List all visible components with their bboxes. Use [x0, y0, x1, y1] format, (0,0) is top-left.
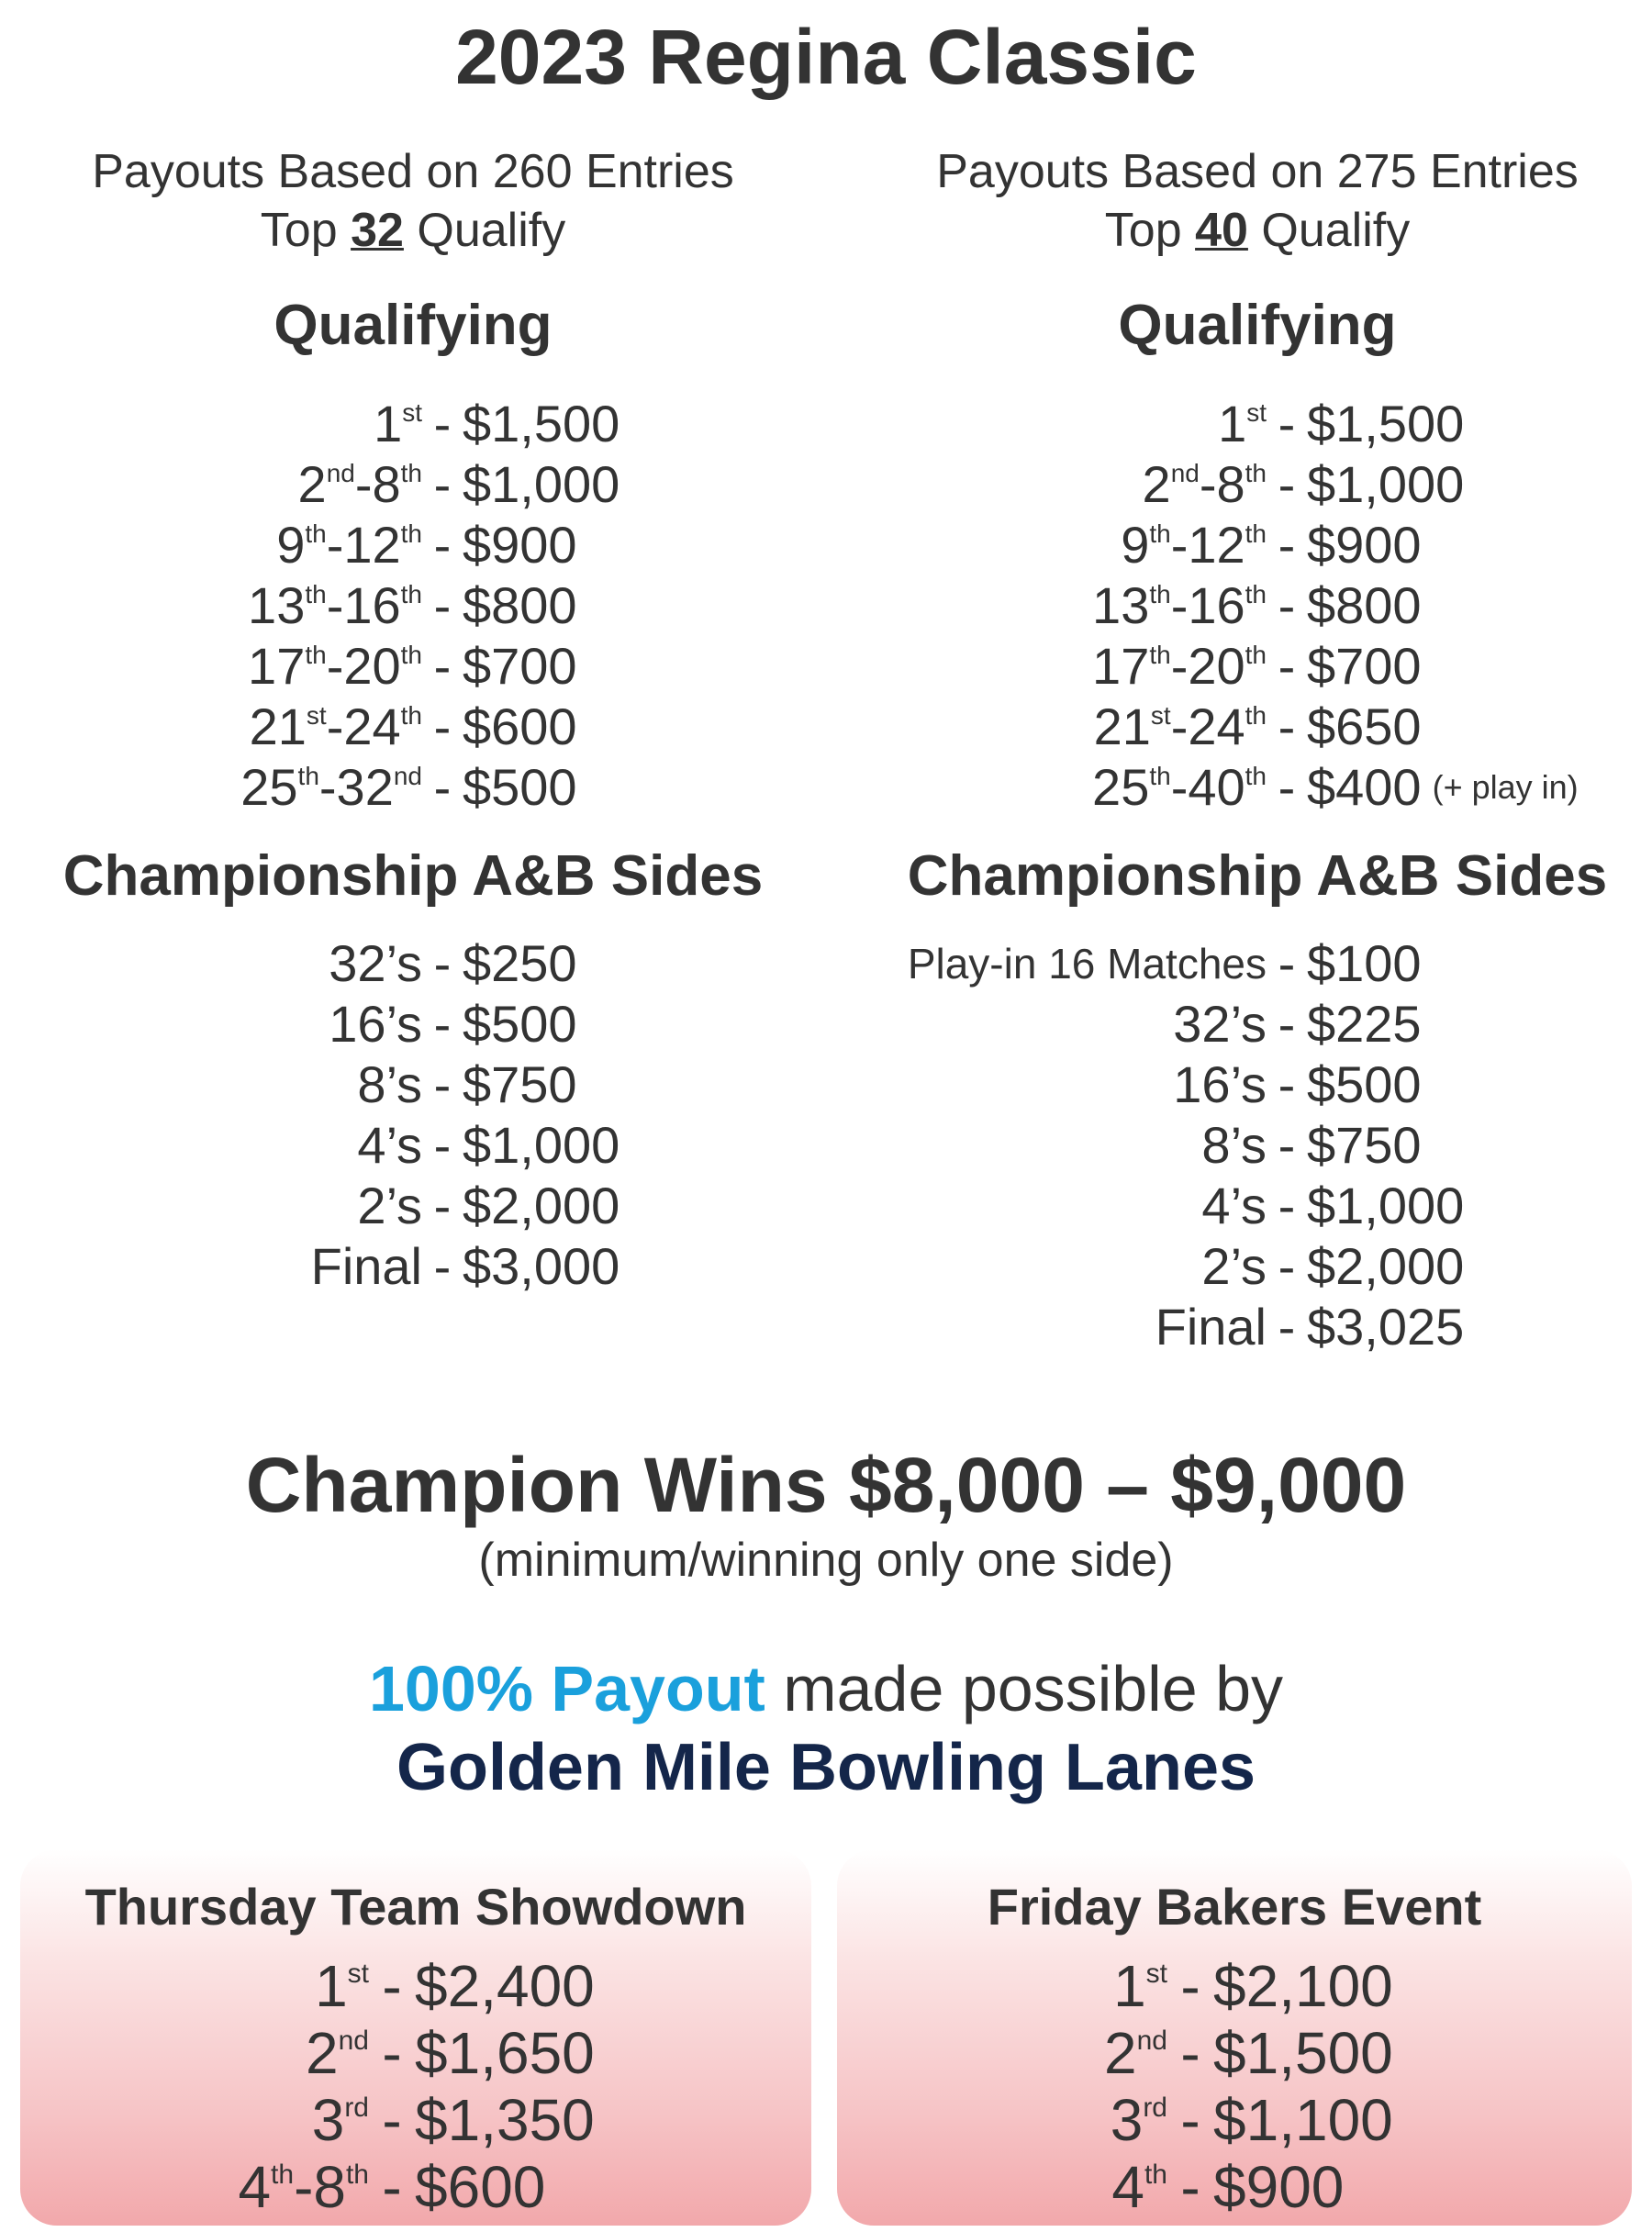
- qualifying-row: 9th-12th - $900: [276, 516, 577, 574]
- event-row: 1st - $2,100: [1113, 1953, 1393, 2019]
- qualify-text: Top 40 Qualify: [1104, 204, 1411, 257]
- championship-list: [0, 933, 826, 1297]
- event-payout-list: [837, 1953, 1632, 2221]
- event-row: 4th - $900: [1111, 2154, 1345, 2220]
- event-title: Thursday Team Showdown: [84, 1878, 747, 1936]
- event-row: 4th-8th - $600: [238, 2154, 546, 2220]
- qualifying-row: 13th-16th - $800: [248, 576, 577, 634]
- championship-row: 2’s - $2,000: [357, 1177, 620, 1234]
- qualifying-row: 25th-32nd - $500: [240, 758, 577, 816]
- entries-text: Payouts Based on 260 Entries: [92, 145, 734, 198]
- championship-row: 32’s - $225: [1173, 995, 1422, 1053]
- right-payout-column: [844, 142, 1652, 1357]
- qualifying-row: 21st-24th - $650: [1093, 698, 1422, 755]
- championship-row: 32’s - $250: [329, 934, 577, 992]
- play-in-note: (+ play in): [1432, 768, 1579, 806]
- qualifying-row: 13th-16th - $800: [1092, 576, 1422, 634]
- event-row: 3rd - $1,350: [311, 2087, 595, 2153]
- championship-row: Play-in 16 Matches - $100: [907, 934, 1422, 992]
- championship-row: 8’s - $750: [1201, 1116, 1422, 1174]
- qualify-count: 32: [351, 204, 404, 257]
- qualifying-heading: Qualifying: [273, 294, 553, 357]
- championship-row: 16’s - $500: [1173, 1055, 1422, 1113]
- sponsor-name: Golden Mile Bowling Lanes: [396, 1731, 1256, 1804]
- champion-headline: Champion Wins $8,000 – $9,000: [245, 1442, 1407, 1528]
- event-payout-list: [20, 1953, 811, 2221]
- championship-list: [844, 933, 1652, 1357]
- qualifying-row: 2nd-8th - $1,000: [297, 455, 620, 513]
- qualifying-list: [844, 394, 1652, 818]
- entries-text: Payouts Based on 275 Entries: [936, 145, 1579, 198]
- friday-event-card: [837, 1849, 1632, 2226]
- qualifying-heading: Qualifying: [1118, 294, 1397, 357]
- qualify-count: 40: [1195, 204, 1248, 257]
- championship-row: Final - $3,025: [1155, 1298, 1465, 1356]
- payout-highlight: 100% Payout: [368, 1653, 765, 1724]
- event-row: 3rd - $1,100: [1110, 2087, 1393, 2153]
- event-title: Friday Bakers Event: [987, 1878, 1482, 1936]
- qualifying-row: 17th-20th - $700: [1092, 637, 1422, 695]
- page-title: 2023 Regina Classic: [455, 14, 1197, 100]
- qualifying-row: 9th-12th - $900: [1121, 516, 1422, 574]
- championship-row: 4’s - $1,000: [1201, 1177, 1465, 1234]
- qualify-text: Top 32 Qualify: [260, 204, 566, 257]
- event-row: 1st - $2,400: [315, 1953, 595, 2019]
- left-payout-column: [0, 142, 826, 1297]
- championship-row: 2’s - $2,000: [1201, 1237, 1465, 1295]
- qualifying-row: 21st-24th - $600: [249, 698, 577, 755]
- qualifying-row: 1st - $1,500: [374, 395, 620, 452]
- qualifying-row: 2nd-8th - $1,000: [1142, 455, 1465, 513]
- championship-row: Final - $3,000: [310, 1237, 620, 1295]
- championship-heading: Championship A&B Sides: [907, 844, 1608, 908]
- qualifying-row: 17th-20th - $700: [248, 637, 577, 695]
- thursday-event-card: [20, 1849, 811, 2226]
- champion-subtext: (minimum/winning only one side): [478, 1534, 1174, 1587]
- qualifying-row: 1st - $1,500: [1218, 395, 1465, 452]
- championship-row: 8’s - $750: [357, 1055, 577, 1113]
- event-row: 2nd - $1,650: [306, 2020, 595, 2086]
- qualifying-list: [0, 394, 826, 818]
- qualifying-row: 25th-40th - $400 (+ play in): [1092, 758, 1579, 816]
- championship-heading: Championship A&B Sides: [62, 844, 764, 908]
- sponsor-line: 100% Payout made possible by: [368, 1653, 1284, 1724]
- event-row: 2nd - $1,500: [1104, 2020, 1393, 2086]
- championship-row: 16’s - $500: [329, 995, 577, 1053]
- championship-row: 4’s - $1,000: [357, 1116, 620, 1174]
